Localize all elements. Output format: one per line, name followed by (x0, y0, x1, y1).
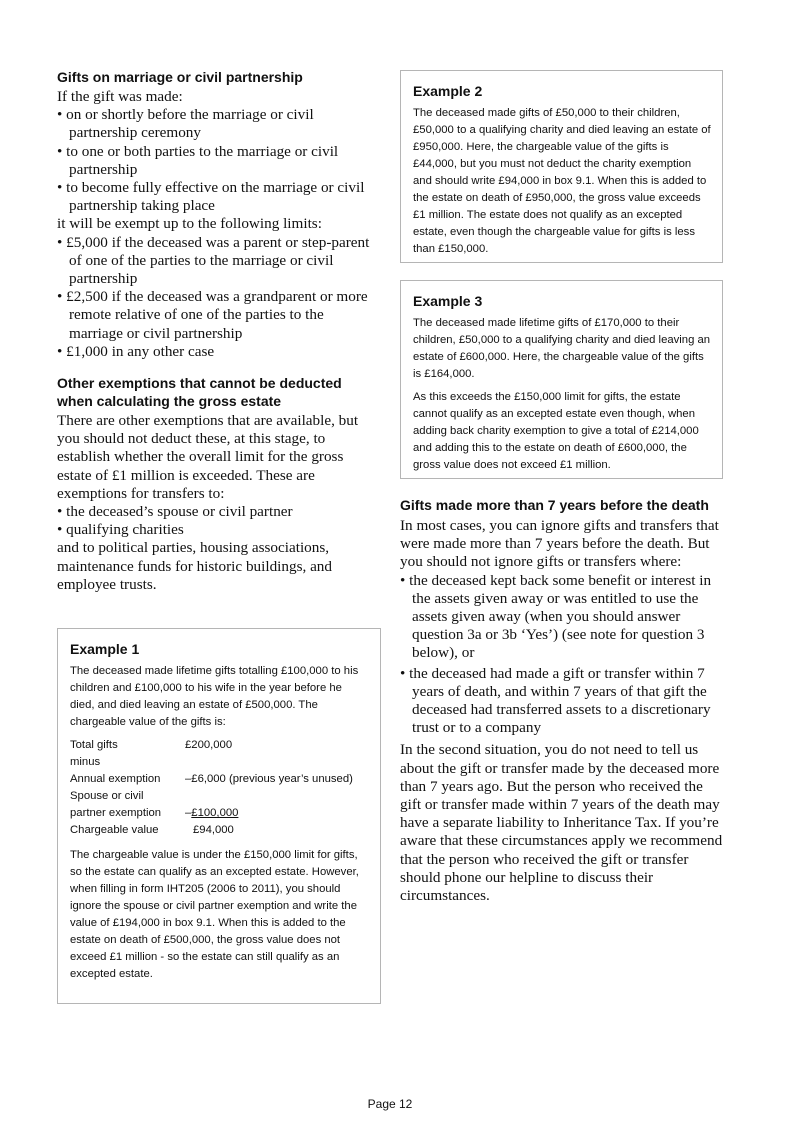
list-item: • on or shortly before the marriage or civil partnership ceremony (57, 106, 379, 142)
underlined-value: £100,000 (191, 807, 239, 819)
row-label: partner exemption (70, 807, 162, 819)
list-item: • to become fully effective on the marriage or civil partnership taking place (57, 179, 379, 215)
gifts-marriage-intro: If the gift was made: (57, 88, 183, 105)
row-value: £94,000 (193, 824, 234, 836)
example-2-title: Example 2 (413, 83, 483, 99)
row-value: £200,000 (185, 739, 233, 751)
other-exemptions-list (57, 503, 379, 539)
table-row (70, 788, 353, 805)
row-label: Total gifts (70, 739, 118, 751)
row-label: Chargeable value (70, 824, 159, 836)
example-3-para2: As this exceeds the £150,000 limit for gifts, the estate cannot qualify as an excepted estate even though, when adding back charity exemption to give a total of £214,000 and adding this to the estate on death of £600,000, the gross value does not exceed £1 million. (413, 391, 699, 471)
example-3-title: Example 3 (413, 293, 483, 309)
list-item: • to one or both parties to the marriage or civil partnership (57, 143, 379, 179)
list-item: • the deceased’s spouse or civil partner (57, 503, 379, 521)
row-value (185, 805, 353, 822)
row-value (185, 754, 353, 771)
example-2-para: The deceased made gifts of £50,000 to their children, £50,000 to a qualifying charity and died leaving an estate of £950,000. Here, the chargeable value of the gifts is £44,000, but you must not deduct the charity exemption and should write £94,000 in box 9.1. When this is added to the estate on death of £950,000, the gross value exceeds £1 million. The estate does not qualify as an excepted estate, even though the chargeable value for gifts is less than £150,000. (413, 107, 711, 255)
gifts-marriage-limits-intro: it will be exempt up to the following limits: (57, 215, 322, 233)
example-3-para1: The deceased made lifetime gifts of £170,000 to their children, £50,000 to a qualifying charity and died leaving an estate of £600,000. Here, the chargeable value of the gifts is £164,000. (413, 317, 711, 380)
gifts-7-years-para1: In most cases, you can ignore gifts and transfers that were made more than 7 years before the death. But you should not ignore gifts or transfers where: (400, 517, 719, 571)
other-exemptions-tail: and to political parties, housing associations, maintenance funds for historic buildings, and employee trusts. (57, 539, 332, 593)
table-row (70, 737, 353, 754)
left-column (57, 62, 379, 594)
example-1-para1: The deceased made lifetime gifts totalling £100,000 to his children and £100,000 to his wife in the year before he died, and died leaving an estate of £500,000. The chargeable value of the gifts is: (70, 665, 359, 728)
value-prefix: – (185, 807, 192, 819)
table-row (70, 754, 353, 771)
example-1-box (57, 628, 381, 1004)
gifts-7-years-para2: In the second situation, you do not need to tell us about the gift or transfer made by the deceased more than 7 years ago. But the person who received the gift or transfer made within 7 years of the death may have a separate liability to Inheritance Tax. If you’re aware that these circumstances apply we recommend that the person who received the gift or transfer should phone our helpline to discuss their circumstances. (400, 741, 723, 905)
gifts-marriage-heading: Gifts on marriage or civil partnership (57, 69, 303, 85)
row-label: minus (70, 756, 101, 768)
row-value: –£6,000 (previous year’s unused) (185, 773, 353, 785)
row-label: Spouse or civil (70, 790, 144, 802)
gifts-7-years-list (400, 572, 726, 738)
example-1-para2: The chargeable value is under the £150,000 limit for gifts, so the estate can qualify as an excepted estate. However, when filling in form IHT205 (2006 to 2011), you should ignore the spouse or civil partner exemption and write the value of £194,000 in box 9.1. When this is added to the estate on death of £500,000, the gross value does not exceed £1 million - so the estate can still qualify as an excepted estate. (70, 849, 359, 980)
other-exemptions-para: There are other exemptions that are available, but you should not deduct these, at this stage, to establish whether the overall limit for the gross estate of £1 million is exceeded. These are exemptions for transfers to: (57, 412, 359, 502)
other-exemptions-heading: Other exemptions that cannot be deducted when calculating the gross estate (57, 375, 342, 410)
gifts-marriage-conditions (57, 106, 379, 215)
list-item: • £1,000 in any other case (57, 343, 379, 361)
row-value (185, 788, 353, 805)
row-label: Annual exemption (70, 773, 161, 785)
example-3-box (400, 280, 723, 479)
list-item: • the deceased had made a gift or transfer within 7 years of death, and within 7 years of that gift the deceased had transferred assets to a discretionary trust or to a company (400, 665, 726, 738)
gifts-7-years-section (400, 496, 726, 905)
table-row (70, 822, 353, 839)
chargeable-value-table (70, 737, 353, 839)
table-row (70, 805, 353, 822)
table-row (70, 771, 353, 788)
gifts-marriage-limits (57, 234, 379, 361)
list-item: • £2,500 if the deceased was a grandparent or more remote relative of one of the parties to the marriage or civil partnership (57, 288, 379, 343)
list-item: • qualifying charities (57, 521, 379, 539)
example-2-box (400, 70, 723, 263)
list-item: • the deceased kept back some benefit or interest in the assets given away or was entitled to use the assets given away (when you should answer question 3a or 3b ‘Yes’) (see note for question 3 below), or (400, 572, 726, 663)
example-1-title: Example 1 (70, 641, 140, 657)
page-number: Page 12 (367, 1097, 413, 1111)
list-item: • £5,000 if the deceased was a parent or step-parent of one of the parties to the marriage or civil partnership (57, 234, 379, 289)
gifts-7-years-heading: Gifts made more than 7 years before the death (400, 497, 709, 513)
